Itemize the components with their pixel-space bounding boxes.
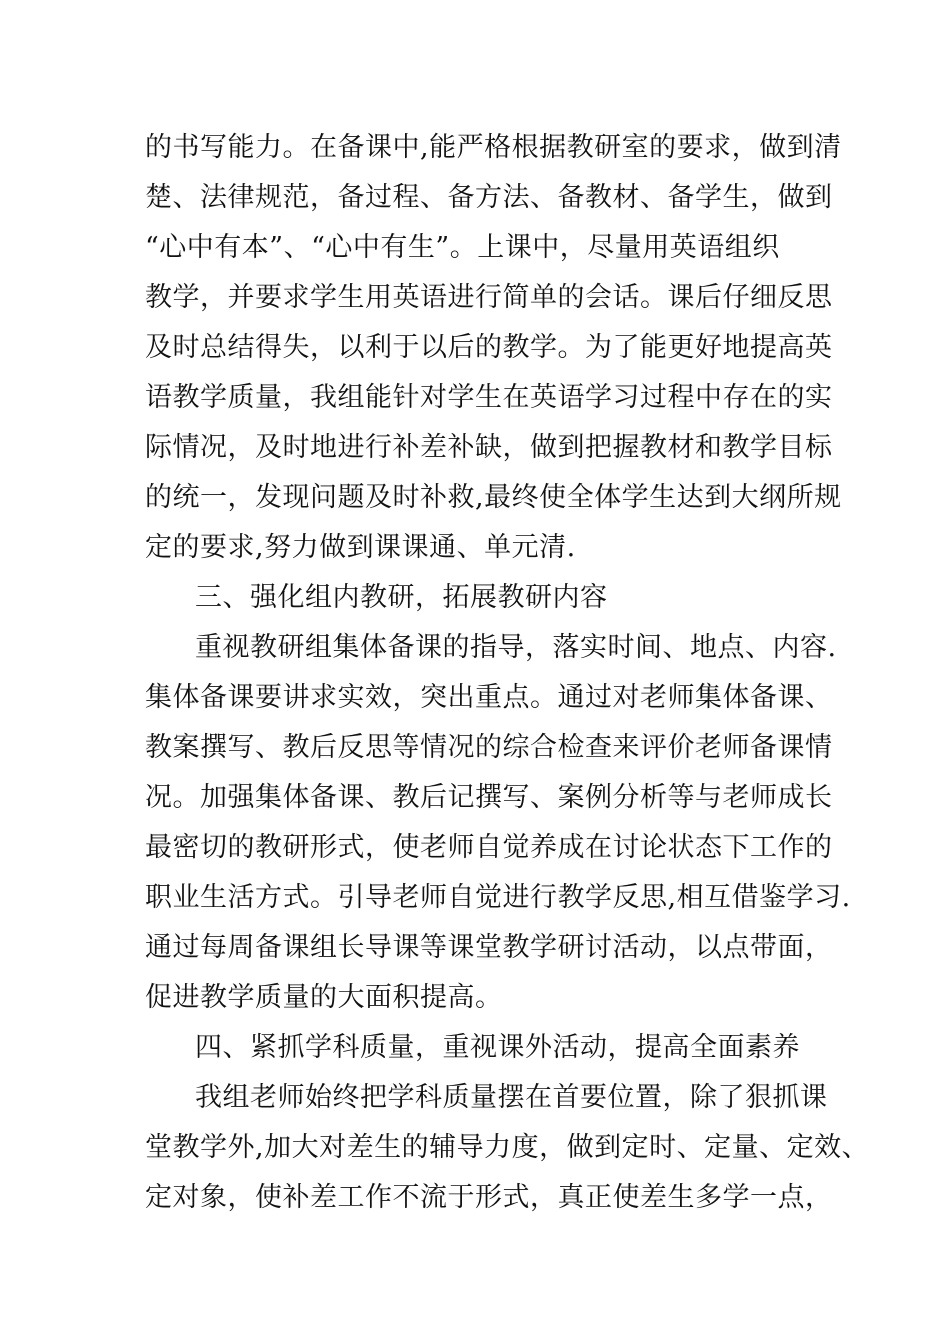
- text-line: 际情况，及时地进行补差补缺，做到把握教材和教学目标: [145, 432, 833, 463]
- text-line: 集体备课要讲求实效，突出重点。通过对老师集体备课、: [145, 682, 833, 713]
- text-line: 定的要求,努力做到课课通、单元清.: [145, 532, 576, 563]
- section-heading: 四、紧抓学科质量，重视课外活动，提高全面素养: [195, 1032, 800, 1063]
- text-line: 语教学质量，我组能针对学生在英语学习过程中存在的实: [145, 382, 833, 413]
- text-line: 职业生活方式。引导老师自觉进行教学反思,相互借鉴学习.: [145, 882, 851, 913]
- text-line: 堂教学外,加大对差生的辅导力度，做到定时、定量、定效、: [145, 1132, 870, 1163]
- text-line: 促进教学质量的大面积提高。: [145, 982, 503, 1013]
- text-line: 及时总结得失，以利于以后的教学。为了能更好地提高英: [145, 332, 833, 363]
- text-line: 最密切的教研形式，使老师自觉养成在讨论状态下工作的: [145, 832, 833, 863]
- text-line: 的书写能力。在备课中,能严格根据教研室的要求，做到清: [145, 132, 842, 163]
- text-line: 教学，并要求学生用英语进行简单的会话。课后仔细反思: [145, 282, 833, 313]
- text-line: 重视教研组集体备课的指导，落实时间、地点、内容.: [195, 632, 837, 663]
- text-line: 通过每周备课组长导课等课堂教学研讨活动，以点带面，: [145, 932, 833, 963]
- text-line: “心中有本”、“心中有生”。上课中，尽量用英语组织: [145, 232, 780, 263]
- text-line: 的统一，发现问题及时补救,最终使全体学生达到大纲所规: [145, 482, 842, 513]
- text-line: 定对象，使补差工作不流于形式，真正使差生多学一点，: [145, 1182, 833, 1213]
- text-line: 况。加强集体备课、教后记撰写、案例分析等与老师成长: [145, 782, 833, 813]
- text-line: 我组老师始终把学科质量摆在首要位置，除了狠抓课: [195, 1082, 828, 1113]
- section-heading: 三、强化组内教研，拓展教研内容: [195, 582, 608, 613]
- text-line: 教案撰写、教后反思等情况的综合检查来评价老师备课情: [145, 732, 833, 763]
- text-line: 楚、法律规范，备过程、备方法、备教材、备学生，做到: [145, 182, 833, 213]
